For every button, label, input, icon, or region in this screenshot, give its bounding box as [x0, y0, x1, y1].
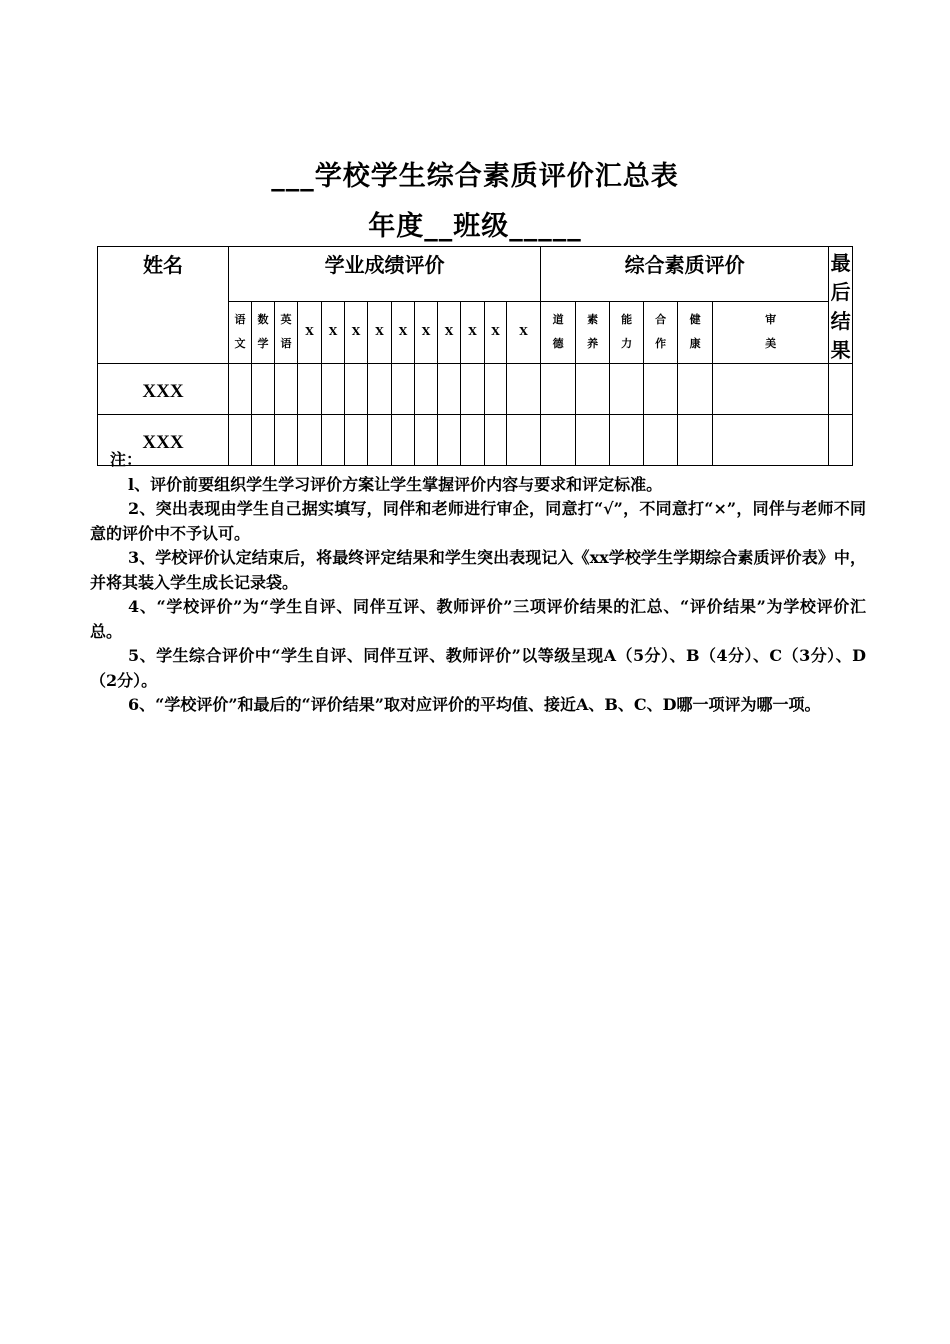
score-cell[interactable] — [644, 364, 678, 415]
header-quality: 综合素质评价 — [541, 247, 829, 302]
quality-header-label-top: 合 — [655, 313, 667, 327]
note-item: l、评价前要组织学生学习评价方案让学生掌握评价内容与要求和评定标准。 — [128, 474, 663, 494]
subject-header-label-top: X — [468, 325, 477, 339]
note-item: 5、学生综合评价中“学生自评、同伴互评、教师评价”以等级呈现A（5分）、B（4分）、C（3分）、D（2分）。 — [90, 646, 866, 690]
quality-header-label-top: 审 — [765, 313, 777, 327]
header-final-result: 最后结果 — [829, 247, 853, 364]
subject-header-4 — [322, 301, 345, 363]
quality-header-label-top: 能 — [621, 313, 633, 327]
subject-header-7 — [392, 301, 415, 363]
subject-header-3 — [298, 301, 322, 363]
subject-header-8 — [415, 301, 438, 363]
note-item: 6、“学校评价”和最后的“评价结果”取对应评价的平均值、接近A、B、C、D哪一项评为哪一项。 — [128, 695, 821, 714]
subject-header-10 — [461, 301, 485, 363]
score-cell[interactable] — [275, 364, 298, 415]
subject-header-label-top: X — [328, 325, 338, 339]
subject-header-9 — [438, 301, 461, 363]
note-item: 3、学校评价认定结束后，将最终评定结果和学生突出表现记入《xx学校学生学期综合素质评价表》中，并将其装入学生成长记录袋。 — [90, 548, 866, 592]
quality-header-label-top: 健 — [689, 313, 701, 327]
quality-header-0 — [541, 301, 576, 363]
score-cell[interactable] — [345, 364, 368, 415]
score-cell[interactable] — [229, 364, 252, 415]
score-cell[interactable] — [829, 364, 853, 415]
score-cell[interactable] — [576, 364, 610, 415]
subject-header-0 — [229, 301, 252, 363]
notes-list — [90, 473, 866, 718]
notes-label: 注： — [110, 450, 143, 469]
subject-header-label-top: X — [444, 325, 454, 339]
quality-header-label-top: 素 — [587, 313, 599, 327]
table-row — [98, 364, 853, 415]
evaluation-table — [97, 246, 853, 466]
subject-header-label-bottom: 文 — [234, 337, 246, 351]
quality-header-label-bottom: 力 — [621, 337, 633, 351]
quality-header-label-bottom: 养 — [587, 337, 599, 351]
document-title: ___学校学生综合素质评价汇总表 — [271, 161, 679, 192]
score-cell[interactable] — [392, 364, 415, 415]
subject-header-11 — [485, 301, 507, 363]
subject-header-label-top: X — [351, 325, 361, 339]
subject-header-label-top: X — [398, 325, 408, 339]
quality-header-2 — [610, 301, 644, 363]
subject-header-5 — [345, 301, 368, 363]
subject-header-6 — [368, 301, 392, 363]
quality-header-1 — [576, 301, 610, 363]
score-cell[interactable] — [713, 364, 829, 415]
score-cell[interactable] — [461, 364, 485, 415]
subject-header-label-bottom: 学 — [257, 337, 269, 351]
score-cell[interactable] — [485, 364, 507, 415]
score-cell[interactable] — [322, 364, 345, 415]
quality-header-label-bottom: 作 — [655, 337, 667, 351]
notes-section — [90, 448, 866, 718]
subject-header-2 — [275, 301, 298, 363]
quality-header-5 — [713, 301, 829, 363]
subject-header-label-top: 语 — [234, 313, 246, 327]
note-item: 4、“学校评价”为“学生自评、同伴互评、教师评价”三项评价结果的汇总、“评价结果”为学校评价汇总。 — [90, 597, 866, 641]
score-cell[interactable] — [438, 364, 461, 415]
score-cell[interactable] — [368, 364, 392, 415]
quality-header-label-top: 道 — [552, 313, 564, 327]
note-item: 2、突出表现由学生自己据实填写，同伴和老师进行审企，同意打“√”，不同意打“×”，同伴与老师不同意的评价中不予认可。 — [90, 499, 866, 543]
score-cell[interactable] — [678, 364, 713, 415]
subject-header-label-top: X — [421, 325, 431, 339]
score-cell[interactable] — [541, 364, 576, 415]
subject-header-12 — [507, 301, 541, 363]
subject-header-label-top: 数 — [257, 313, 269, 327]
subject-header-label-top: X — [305, 325, 314, 339]
score-cell[interactable] — [507, 364, 541, 415]
document-subtitle: 年度__班级_____ — [368, 211, 582, 242]
subject-header-label-top: X — [491, 325, 500, 339]
score-cell[interactable] — [298, 364, 322, 415]
quality-header-3 — [644, 301, 678, 363]
subject-header-label-top: X — [375, 325, 384, 339]
header-name: 姓名 — [98, 247, 229, 364]
subject-header-label-top: X — [519, 325, 528, 339]
subject-header-label-top: 英 — [280, 313, 292, 327]
subject-header-label-bottom: 语 — [280, 337, 292, 351]
quality-header-4 — [678, 301, 713, 363]
score-cell[interactable] — [252, 364, 275, 415]
student-name-cell: XXX — [98, 364, 229, 415]
score-cell[interactable] — [610, 364, 644, 415]
quality-header-label-bottom: 德 — [552, 337, 564, 351]
header-academic: 学业成绩评价 — [229, 247, 541, 302]
quality-header-label-bottom: 康 — [689, 337, 701, 351]
subject-header-1 — [252, 301, 275, 363]
score-cell[interactable] — [415, 364, 438, 415]
student-name-cell: XXX — [98, 415, 229, 466]
quality-header-label-bottom: 美 — [765, 337, 777, 351]
